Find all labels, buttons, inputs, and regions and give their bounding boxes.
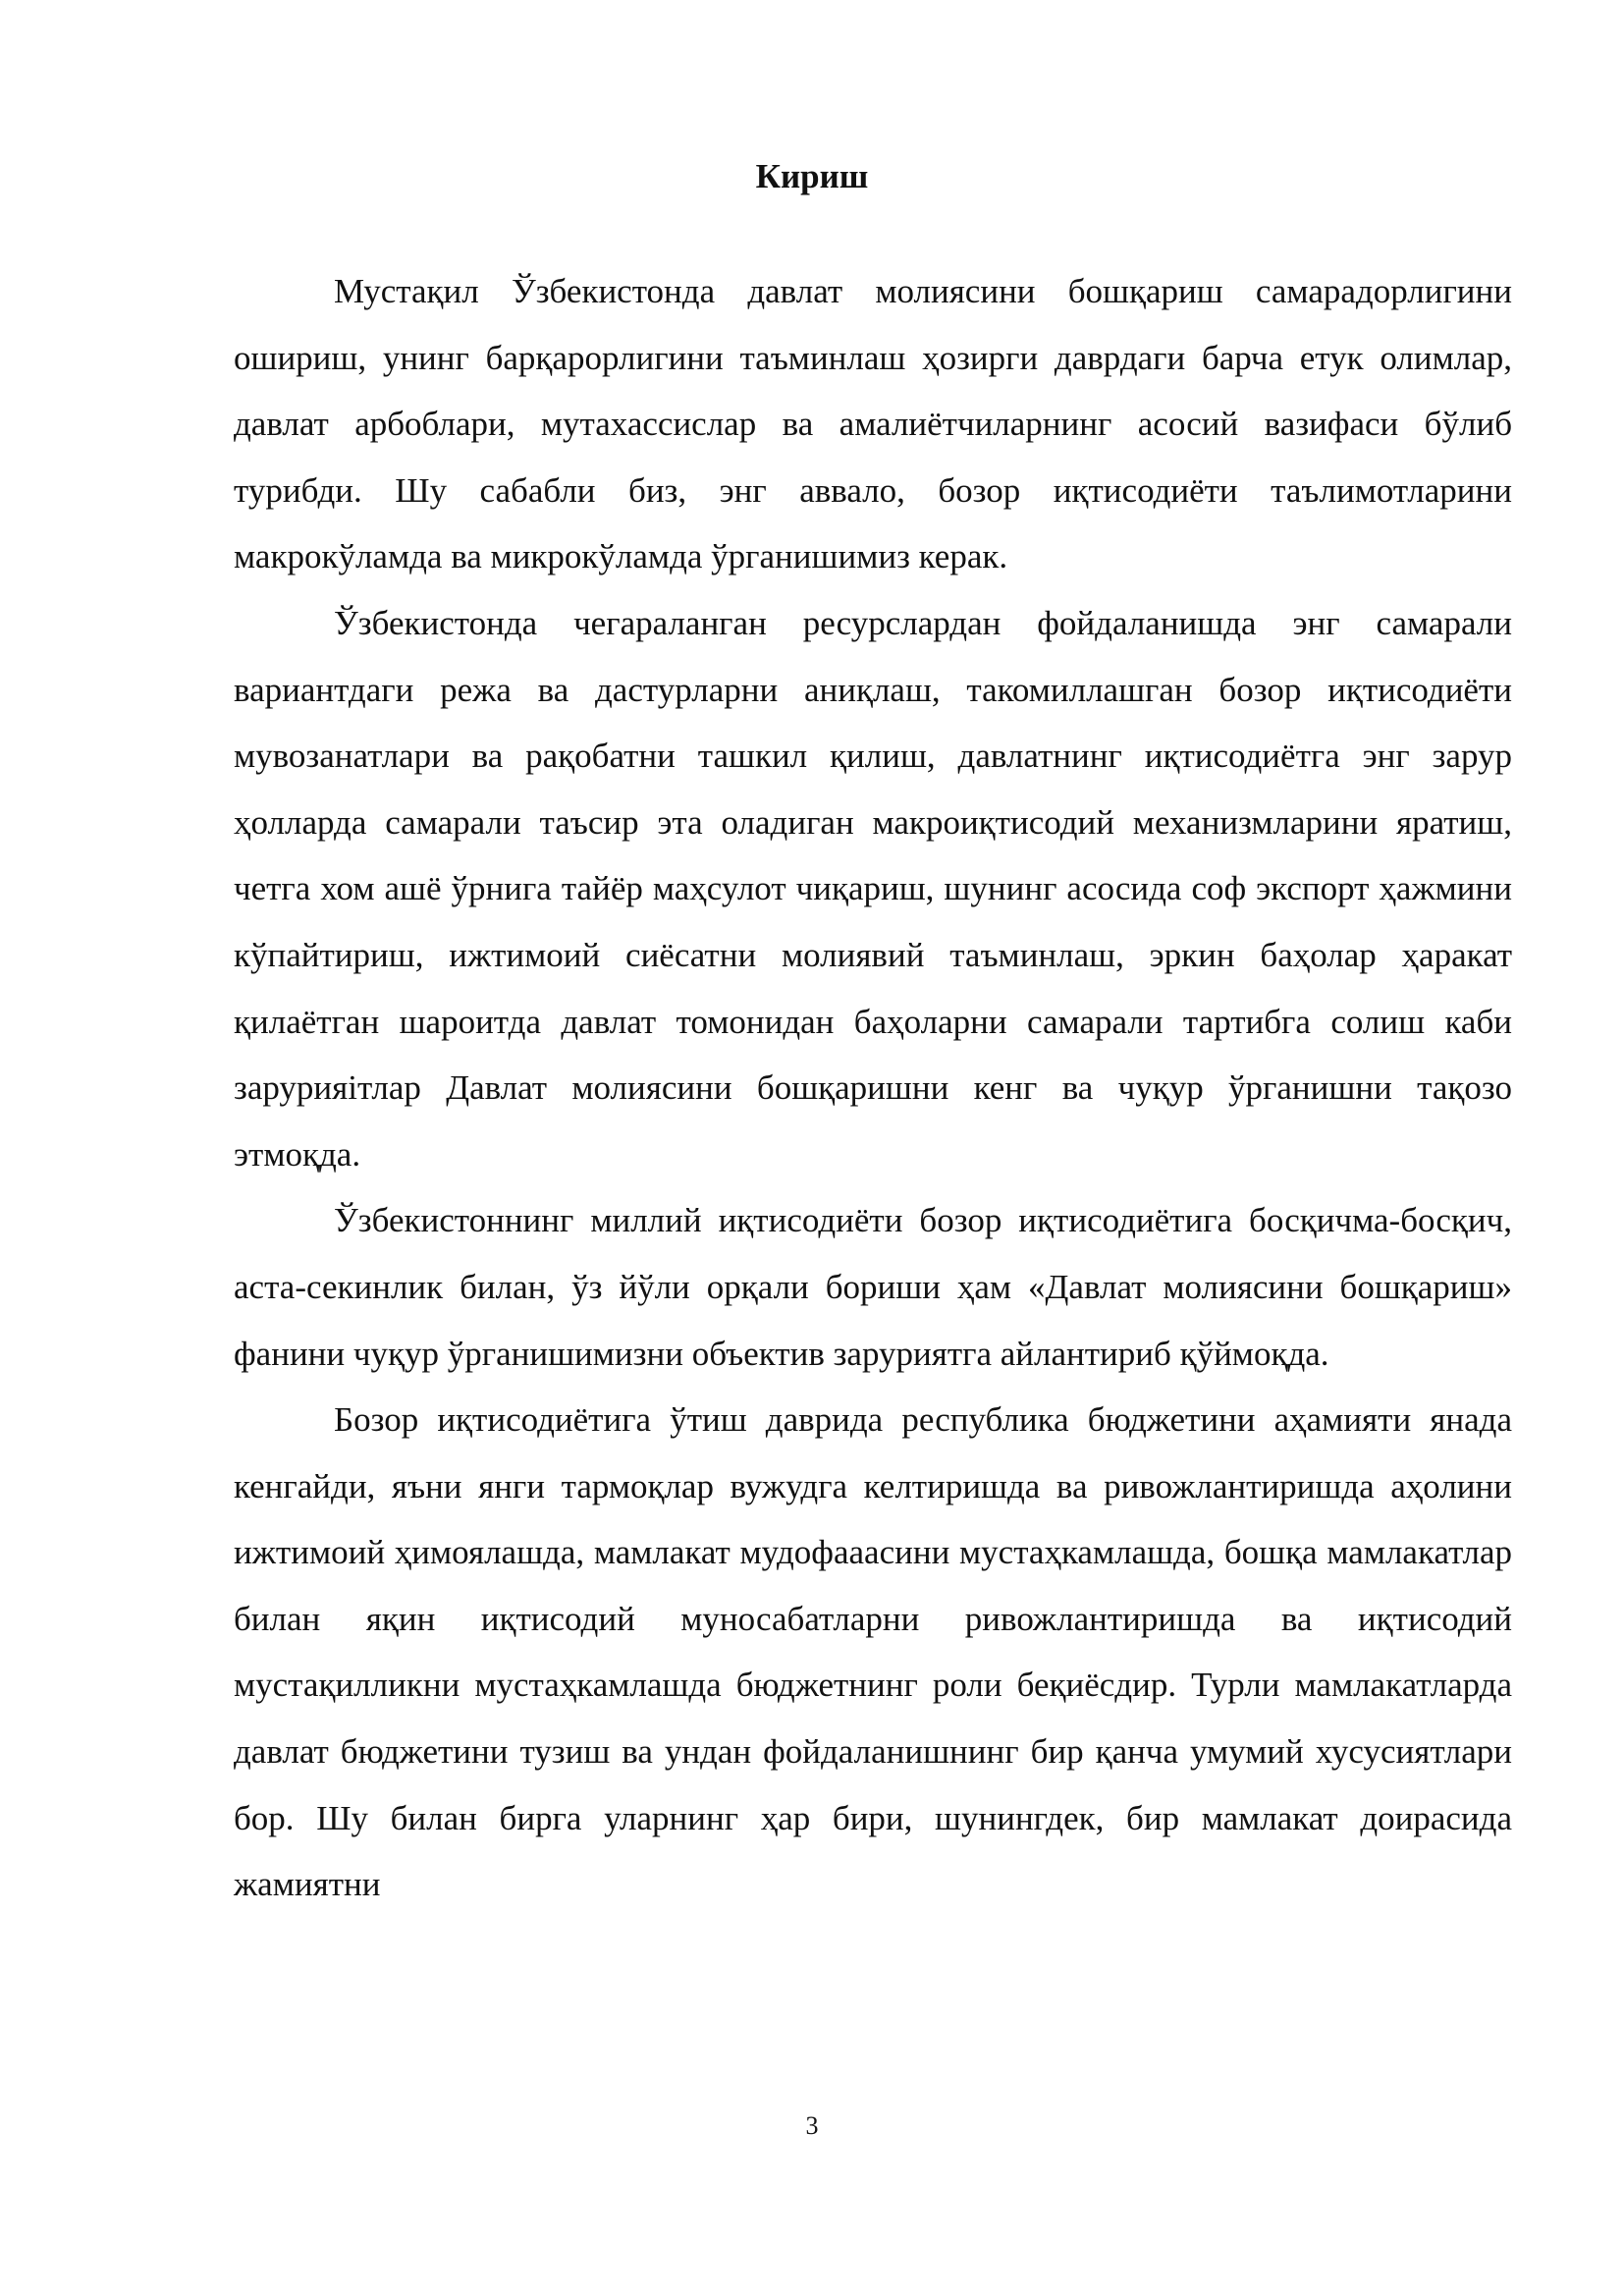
paragraph-3: Ўзбекистоннинг миллий иқтисодиёти бозор иқтисодиётига босқичма-босқич, аста-секинлик билан, ўз йўли орқали бориши ҳам «Давлат молиясини бошқариш» фанини чуқур ўрганишимизни объектив заруриятга айлантириб қўймоқда. [234,1201,1512,1373]
paragraph-1: Мустақил Ўзбекистонда давлат молиясини бошқариш самарадорлигини ошириш, унинг барқарорлигини таъминлаш ҳозирги даврдаги барча етук олимлар, давлат арбоблари, мутахассислар ва амалиётчиларнинг асосий вазифаси бўлиб турибди. Шу сабабли биз, энг аввало, бозор иқтисодиёти таълимотларини макрокўламда ва микрокўламда ўрганишимиз керак. [234,272,1512,576]
page-number: 3 [805,2111,819,2140]
document-body [234,258,1512,1918]
document-title: Кириш [755,157,869,195]
paragraph-4: Бозор иқтисодиётига ўтиш даврида республика бюджетини аҳамияти янада кенгайди, яъни янги тармоқлар вужудга келтиришда ва ривожлантиришда аҳолини ижтимоий ҳимоялашда, мамлакат мудофааасини мустаҳкамлашда, бошқа мамлакатлар билан яқин иқтисодий муносабатларни ривожлантиришда ва иқтисодий мустақилликни мустаҳкамлашда бюджетнинг роли беқиёсдир. Турли мамлакатларда давлат бюджетини тузиш ва ундан фойдаланишнинг бир қанча умумий хусусиятлари бор. Шу билан бирга уларнинг ҳар бири, шунингдек, бир мамлакат доирасида жамиятни [234,1400,1512,1904]
paragraph-2: Ўзбекистонда чегараланган ресурслардан фойдаланишда энг самарали вариантдаги режа ва дастурларни аниқлаш, такомиллашган бозор иқтисодиёти мувозанатлари ва рақобатни ташкил қилиш, давлатнинг иқтисодиётга энг зарур ҳолларда самарали таъсир эта оладиган макроиқтисодий механизмларини яратиш, четга хом ашё ўрнига тайёр маҳсулот чиқариш, шунинг асосида соф экспорт ҳажмини кўпайтириш, ижтимоий сиёсатни молиявий таъминлаш, эркин баҳолар ҳаракат қилаётган шароитда давлат томонидан баҳоларни самарали тартибга солиш каби зарурияітлар Давлат молиясини бошқаришни кенг ва чуқур ўрганишни тақозо этмоқда. [234,603,1512,1174]
